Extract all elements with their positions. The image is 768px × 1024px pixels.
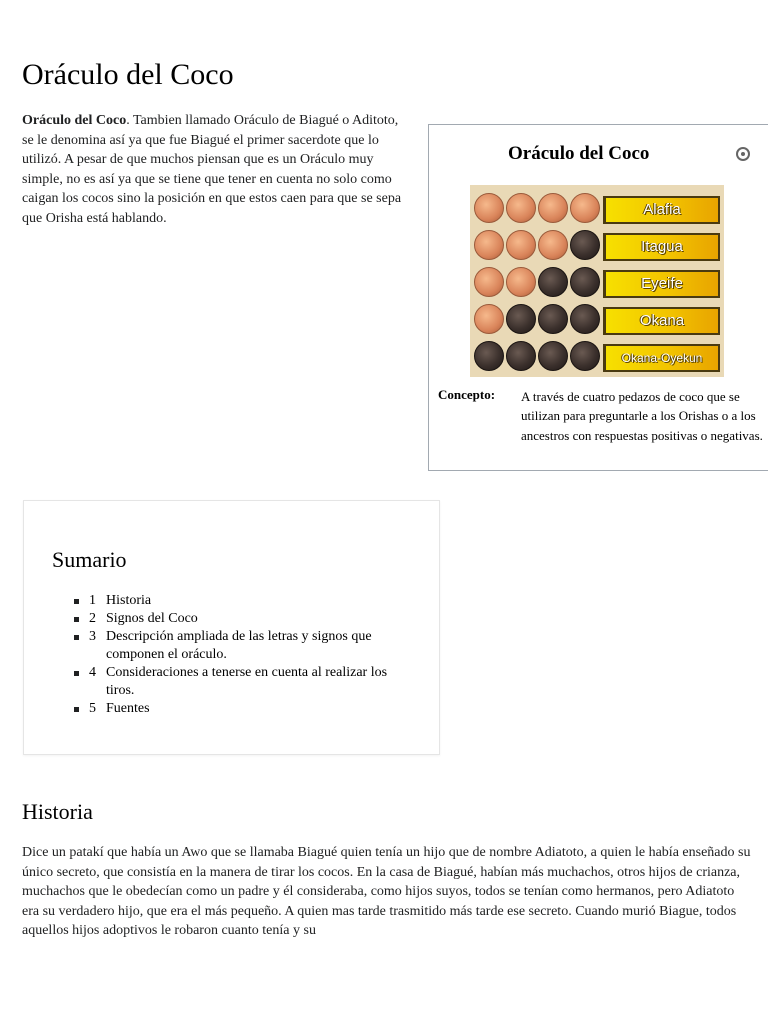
toc-item-signos[interactable] [74,610,414,628]
coco-sign-row [470,228,724,264]
coco-sign-row [470,191,724,227]
toc-list [74,592,414,718]
coco-dark-icon [538,267,568,297]
page-title: Oráculo del Coco [22,58,234,91]
coco-sign-label: Eyeife [603,270,720,298]
infobox [428,124,768,471]
coco-dark-icon [570,267,600,297]
coco-dark-icon [474,341,504,371]
coco-sign-label: Okana-Oyekun [603,344,720,372]
intro-text: . Tambien llamado Oráculo de Biagué o Aditoto, se le denomina así ya que fue Biagué el primer sacerdote que lo utilizó. A pesar de que muchos piensan que es un Oráculo muy simple, no es así ya que se tiene que tener en cuenta no solo como caigan los cocos sino la posición en que estos caen para que se sepa que Orisha está hablando. [22,113,402,226]
section-text-historia: Dice un patakí que había un Awo que se llamaba Biagué quien tenía un hijo que de nombre Adiatoto, a quien le había enseñado su único secreto, que consistía en la manera de tirar los cocos. En la casa de Biagué, habían más muchachos, otros hijos de crianza, muchachos que le obedecían como un padre y él consideraba, como hijos suyos, todos se tenían como hermanos, pero Adiatoto era su verdadero hijo, que era el más pequeño. A quien mas tarde trasmitido más tarde ese secreto. Cuando murió Biague, todos aquellos hijos adoptivos le robaron cuanto tenía y su [22,845,751,938]
coco-dark-icon [538,304,568,334]
toc-item-descripcion[interactable] [74,628,414,664]
toc-item-fuentes[interactable] [74,700,414,718]
toc-item-consideraciones[interactable] [74,664,414,700]
coco-sign-row [470,302,724,338]
toc-number: 3 [89,629,96,644]
coco-white-icon [474,193,504,223]
intro-paragraph [22,111,406,228]
concept-label: Concepto: [438,387,496,402]
toc-number: 1 [89,593,96,608]
coco-dark-icon [506,341,536,371]
coco-dark-icon [538,341,568,371]
table-of-contents [23,500,440,755]
coco-signs-image [470,185,724,377]
coco-dark-icon [570,341,600,371]
coco-white-icon [538,230,568,260]
coco-dark-icon [570,230,600,260]
coco-white-icon [570,193,600,223]
section-title-historia: Historia [22,799,93,824]
coco-sign-row [470,265,724,301]
concept-value: A través de cuatro pedazos de coco que se utilizan para preguntarle a los Orishas o a los ancestros con respuestas positivas o negativas. [521,389,763,443]
toc-label[interactable]: Fuentes [106,701,150,716]
coco-sign-label: Itagua [603,233,720,261]
toc-item-historia[interactable] [74,592,414,610]
toc-label[interactable]: Descripción ampliada de las letras y signos que componen el oráculo. [106,629,372,662]
toc-number: 5 [89,701,96,716]
settings-icon[interactable] [736,147,750,161]
coco-dark-icon [570,304,600,334]
toc-title: Sumario [52,547,127,572]
coco-sign-row [470,339,724,375]
toc-number: 4 [89,665,96,680]
toc-label[interactable]: Consideraciones a tenerse en cuenta al realizar los tiros. [106,665,388,698]
coco-white-icon [506,193,536,223]
coco-sign-label: Alafia [603,196,720,224]
coco-white-icon [506,267,536,297]
toc-label[interactable]: Historia [106,593,152,608]
coco-white-icon [474,267,504,297]
coco-white-icon [506,230,536,260]
infobox-title: Oráculo del Coco [508,143,650,164]
toc-number: 2 [89,611,96,626]
coco-white-icon [538,193,568,223]
coco-white-icon [474,304,504,334]
coco-sign-label: Okana [603,307,720,335]
coco-dark-icon [506,304,536,334]
coco-white-icon [474,230,504,260]
toc-label[interactable]: Signos del Coco [106,611,198,626]
intro-bold-term: Oráculo del Coco [22,113,127,128]
